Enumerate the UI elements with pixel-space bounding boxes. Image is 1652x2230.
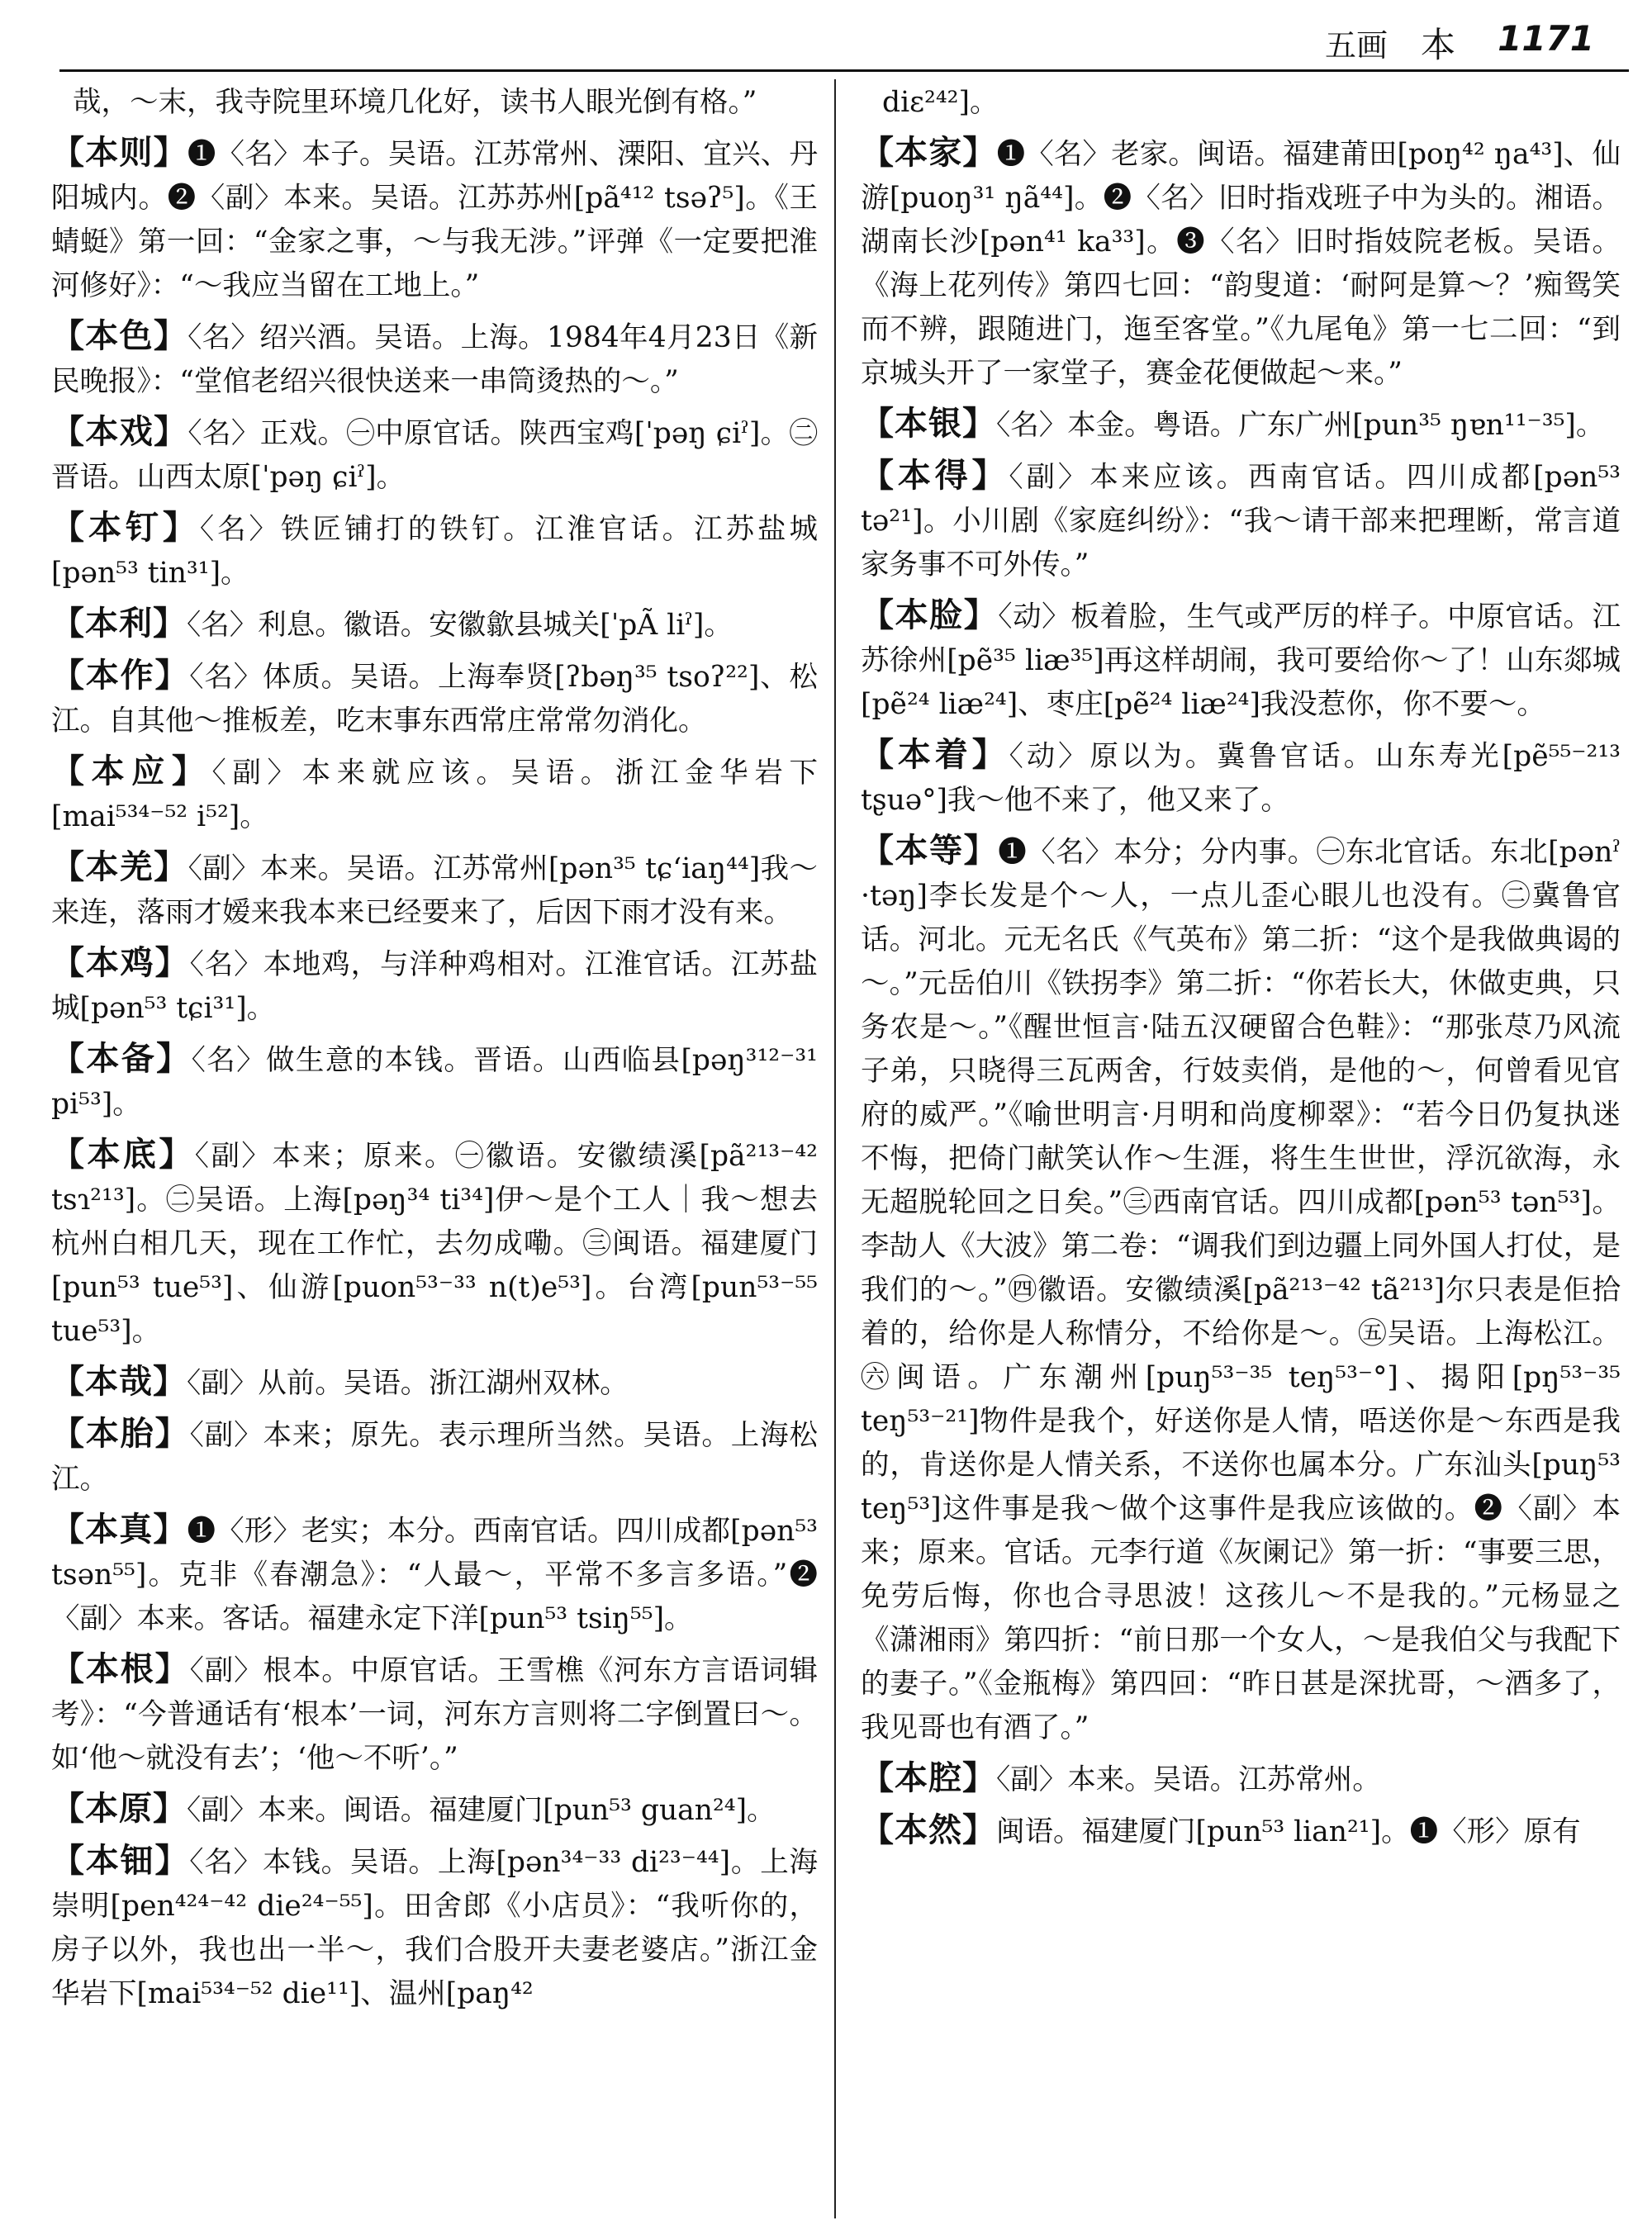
dictionary-entry	[51, 1037, 818, 1127]
entry-headword: 【本备】	[51, 1039, 192, 1078]
dictionary-entry	[861, 1756, 1621, 1802]
entry-definition: 〈名〉做生意的本钱。晋语。山西临县[pəŋ³¹²⁻³¹ pi⁵³]。	[51, 1044, 818, 1121]
entry-definition: 〈名〉本地鸡，与洋种鸡相对。江淮官话。江苏盐城[pən⁵³ tɕi³¹]。	[51, 948, 818, 1025]
entry-headword: 【本等】	[861, 831, 999, 870]
right-column	[861, 81, 1621, 1860]
dictionary-entry	[51, 130, 818, 308]
entry-headword: 【本然】	[861, 1810, 996, 1849]
entry-definition: 〈副〉根本。中原官话。王雪樵《河东方言语词辑考》：“今普通话有‘根本’一词，河东方言则将二字倒置曰～。如‘他～就没有去’；‘他～不听’。”	[51, 1654, 818, 1775]
dictionary-entry	[861, 130, 1621, 396]
entry-definition: 〈副〉本来；原来。㊀徽语。安徽绩溪[pã²¹³⁻⁴² tsɿ²¹³]。㊁吴语。上海[pəŋ³⁴ ti³⁴]伊～是个工人｜我～想去杭州白相几天，现在工作忙，去勿成嘞。㊂闽语。福建厦门[pun⁵³ tue⁵³]、仙游[puon⁵³⁻³³ n(t)e⁵³]。台湾[pun⁵³⁻⁵⁵ tue⁵³]。	[51, 1140, 818, 1348]
dictionary-entry	[51, 749, 818, 839]
entry-definition: 〈副〉本来应该。西南官话。四川成都[pən⁵³ tə²¹]。小川剧《家庭纠纷》：“我～请干部来把理断，常言道家务事不可外传。”	[861, 461, 1621, 581]
entry-headword: 【本作】	[51, 656, 190, 695]
entry-headword: 【本原】	[51, 1789, 187, 1828]
continuation-text: diɛ²⁴²]。	[882, 86, 999, 119]
entry-definition: ❶〈名〉本分；分内事。㊀东北官话。东北[pənˀ ·təŋ]李长发是个～人，一点儿歪心眼儿也没有。㊁冀鲁官话。河北。元无名氏《气英布》第二折：“这个是我做典谒的～。”元岳伯川《铁拐李》第二折：“你若长大，休做吏典，只务农是～。”《醒世恒言·陆五汉硬留合色鞋》：“那张荩乃风流子弟，只晓得三瓦两舍，行妓卖俏，是他的～，何曾看见官府的威严。”《喻世明言·月明和尚度柳翠》：“若今日仍复执迷不悔，把倚门献笑认作～生涯，将生生世世，浮沉欲海，永无超脱轮回之日矣。”㊂西南官话。四川成都[pən⁵³ tən⁵³]。李劼人《大波》第二卷：“调我们到边疆上同外国人打仗，是我们的～。”㊃徽语。安徽绩溪[pã²¹³⁻⁴² tã²¹³]尔只表是佢拾着的，给你是人称情分，不给你是～。㊄吴语。上海松江。㊅闽语。广东潮州[puŋ⁵³⁻³⁵ teŋ⁵³⁻°]、揭阳[pŋ⁵³⁻³⁵ teŋ⁵³⁻²¹]物件是我个，好送你是人情，唔送你是～东西是我的，肯送你是人情关系，不送你也属本分。广东汕头[puŋ⁵³ teŋ⁵³]这件事是我～做个这事件是我应该做的。❷〈副〉本来；原来。官话。元李行道《灰阑记》第一折：“事要三思，免劳后悔，你也合寻思波！这孩儿～不是我的。”元杨显之《潇湘雨》第四折：“前日那一个女人，～是我伯父与我配下的妻子。”《金瓶梅》第四回：“昨日甚是深扰哥，～酒多了，我见哥也有酒了。”	[861, 836, 1621, 1744]
dictionary-entry	[51, 1412, 818, 1502]
entry-headword: 【本根】	[51, 1649, 190, 1688]
dictionary-entry	[51, 1359, 818, 1406]
entry-headword: 【本底】	[51, 1135, 195, 1174]
entry-headword: 【本脸】	[861, 595, 999, 634]
entry-headword: 【本钿】	[51, 1841, 190, 1880]
dictionary-entry	[51, 1647, 818, 1781]
entry-definition: 〈动〉原以为。冀鲁官话。山东寿光[pẽ⁵⁵⁻²¹³ tʂuə°]我～他不来了，他又来了。	[861, 740, 1621, 817]
dictionary-entry	[861, 828, 1621, 1750]
entry-headword: 【本鸡】	[51, 943, 190, 982]
entry-definition: 〈名〉利息。徽语。安徽歙县城关[ˈpÃ liˀ]。	[187, 609, 733, 642]
continuation-text: 哉，～末，我寺院里环境几化好，读书人眼光倒有格。”	[73, 86, 757, 119]
column-divider	[834, 79, 836, 2218]
dictionary-entry	[51, 1132, 818, 1354]
entry-headword: 【本着】	[861, 735, 1009, 774]
dictionary-entry	[51, 410, 818, 500]
entry-definition: 〈名〉绍兴酒。吴语。上海。1984年4月23日《新民晚报》：“堂倌老绍兴很快送来一串筒烫热的～。”	[51, 321, 819, 398]
entry-headword: 【本则】	[51, 133, 188, 172]
entry-headword: 【本羌】	[51, 847, 188, 886]
header-rule	[59, 69, 1629, 72]
entry-definition: ❶〈形〉老实；本分。西南官话。四川成都[pən⁵³ tsən⁵⁵]。克非《春潮急》：“人最～，平常不多言多语。”❷〈副〉本来。客话。福建永定下洋[pun⁵³ tsiŋ⁵⁵]。	[51, 1515, 819, 1635]
entry-headword: 【本戏】	[51, 412, 188, 451]
entry-definition: 〈名〉正戏。㊀中原官话。陕西宝鸡[ˈpəŋ ɕiˀ]。㊁晋语。山西太原[ˈpəŋ ɕiˀ]。	[51, 417, 818, 494]
entry-definition: 闽语。福建厦门[pun⁵³ lian²¹]。❶〈形〉原有	[996, 1815, 1581, 1848]
dictionary-entry	[861, 401, 1621, 448]
dictionary-entry	[51, 653, 818, 743]
entry-definition: 〈副〉本来就应该。吴语。浙江金华岩下[mai⁵³⁴⁻⁵² i⁵²]。	[51, 757, 819, 833]
header-character: 本	[1420, 25, 1455, 65]
dictionary-entry	[861, 593, 1621, 727]
entry-definition: ❶〈名〉本子。吴语。江苏常州、溧阳、宜兴、丹阳城内。❷〈副〉本来。吴语。江苏苏州[pã⁴¹² tsəʔ⁵]。《王蜻蜓》第一回：“金家之事，～与我无涉。”评弹《一定要把淮河修好》：“～我应当留在工地上。”	[51, 138, 819, 302]
entry-definition: 〈副〉本来。吴语。江苏常州[pən³⁵ tɕʻiaŋ⁴⁴]我～来连，落雨才嫒来我本来已经要来了，后因下雨才没有来。	[51, 852, 819, 929]
entry-definition: 〈名〉体质。吴语。上海奉贤[ʔbəŋ³⁵ tsoʔ²²]、松江。自其他～推板差，吃末事东西常庄常常勿消化。	[51, 661, 818, 738]
entry-definition: 〈副〉本来。闽语。福建厦门[pun⁵³ guan²⁴]。	[187, 1794, 776, 1827]
entry-definition: ❶〈名〉老家。闽语。福建莆田[poŋ⁴² ŋa⁴³]、仙游[puoŋ³¹ ŋã⁴⁴]。❷〈名〉旧时指戏班子中为头的。湘语。湖南长沙[pən⁴¹ ka³³]。❸〈名〉旧时指妓院老板。吴语。《海上花列传》第四七回：“韵叟道：‘耐阿是算～？’痴鸳笑而不辨，跟随进门，迤至客堂。”《九尾龟》第一七二回：“到京城头开了一家堂子，赛金花便做起～来。”	[861, 138, 1621, 390]
entry-definition: 〈副〉本来。吴语。江苏常州。	[996, 1763, 1381, 1796]
entry-headword: 【本得】	[861, 456, 1009, 495]
section-label: 五画	[1324, 27, 1388, 64]
entry-definition: 〈动〉板着脸，生气或严厉的样子。中原官话。江苏徐州[pẽ³⁵ liæ³⁵]再这样胡闹，我可要给你～了！山东郯城[pẽ²⁴ liæ²⁴]、枣庄[pẽ²⁴ liæ²⁴]我没惹你，你不要～。	[861, 600, 1621, 721]
entry-definition: 〈副〉本来；原先。表示理所当然。吴语。上海松江。	[51, 1419, 818, 1496]
page-number: 1171	[1498, 18, 1594, 59]
entry-headword: 【本哉】	[51, 1362, 187, 1401]
dictionary-entry	[51, 1507, 818, 1641]
entry-definition: 〈名〉本金。粤语。广东广州[pun³⁵ ŋɐn¹¹⁻³⁵]。	[996, 409, 1605, 442]
dictionary-entry	[51, 845, 818, 935]
dictionary-entry	[51, 1786, 818, 1833]
page-header	[0, 0, 1652, 83]
entry-headword: 【本真】	[51, 1510, 188, 1549]
left-column	[51, 81, 818, 2022]
entry-definition: 〈名〉本钱。吴语。上海[pən³⁴⁻³³ di²³⁻⁴⁴]。上海崇明[pen⁴²⁴⁻⁴² die²⁴⁻⁵⁵]。田舍郎《小店员》：“我听你的，房子以外，我也出一半～，我们合股开夫妻老婆店。”浙江金华岩下[mai⁵³⁴⁻⁵² die¹¹]、温州[paŋ⁴²	[51, 1846, 819, 2010]
dictionary-entry	[51, 314, 818, 404]
entry-headword: 【本银】	[861, 404, 996, 443]
dictionary-entry	[51, 601, 818, 648]
dictionary-entry	[861, 733, 1621, 823]
dictionary-entry	[861, 453, 1621, 587]
entry-headword: 【本家】	[861, 133, 997, 172]
dictionary-entry	[861, 1808, 1621, 1854]
entry-headword: 【本胎】	[51, 1414, 190, 1453]
entry-headword: 【本钉】	[51, 508, 200, 547]
entry-headword: 【本色】	[51, 316, 188, 355]
entry-headword: 【本腔】	[861, 1758, 996, 1797]
entry-headword: 【本利】	[51, 604, 187, 643]
entry-headword: 【本应】	[51, 752, 212, 790]
dictionary-entry	[51, 941, 818, 1031]
dictionary-entry	[51, 505, 818, 595]
dictionary-entry	[51, 1839, 818, 2016]
entry-definition: 〈副〉从前。吴语。浙江湖州双林。	[187, 1367, 629, 1400]
entry-definition: 〈名〉铁匠铺打的铁钉。江淮官话。江苏盐城[pən⁵³ tin³¹]。	[51, 513, 819, 590]
